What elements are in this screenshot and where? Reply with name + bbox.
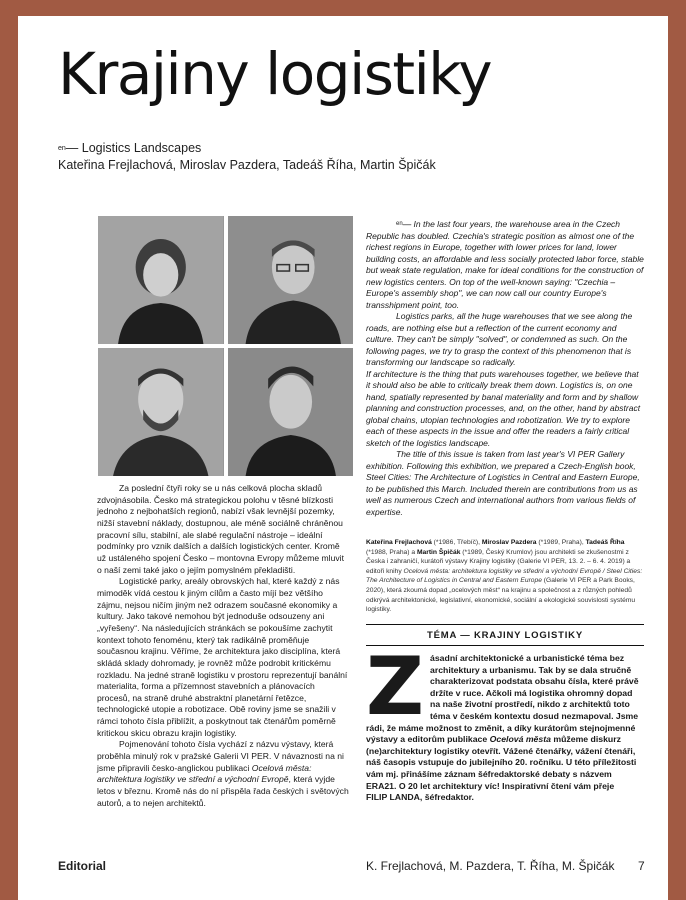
bio-book-title: Ocelová města: architektura logistiky ve střední a východní Evropě / Steel Cities: The Architecture of Logistics in Central and Eastern Europe — [366, 567, 643, 585]
bio-name-4: Martin Špičák — [416, 548, 461, 556]
bio-text-4: (*1989, Český Krumlov) jsou architekti se zkušenostmi z Česka i zahraničí, kurátoři výstavy Krajiny logistiky (Galerie VI PER, 13. 2. – 6. 4. 2019) a editoři knihy — [366, 548, 631, 575]
page-title: Krajiny logistiky — [58, 40, 492, 108]
portrait-man-beard — [98, 348, 224, 476]
english-text — [366, 219, 644, 518]
english-paragraph-2: Logistics parks, all the huge warehouses that we see along the roads, are nothing else but a reflection of the current economy and culture. They can't be simply "solved", or condemned as such. On the following pages, we try to grasp the context of this phenomenon that is transforming our landscape so radically. — [366, 311, 633, 367]
drop-cap: Z — [366, 640, 425, 733]
czech-p3-book-title: Ocelová města: architektura logistiky ve střední a východní Evropě — [97, 762, 312, 785]
bio-name-3: Tadeáš Říha — [585, 539, 625, 546]
page-number: 7 — [638, 859, 645, 873]
editorial-box — [366, 624, 644, 804]
author-photos — [98, 216, 353, 476]
czech-p3-text: Pojmenování tohoto čísla vychází z názvu výstavy, která proběhla minulý rok v pražské Galerii VI PER. V návaznosti na ni jsme připravili česko-anglickou publikaci — [97, 739, 344, 773]
lang-tag-en: en — [396, 221, 403, 227]
bio-text-3: (*1988, Praha) a — [366, 548, 417, 556]
editorial-heading: TÉMA — KRAJINY LOGISTIKY — [366, 625, 644, 646]
czech-paragraph-1: Za poslední čtyři roky se u nás celková plocha skladů zdvojnásobila. Česko má strategickou polohu v těsné blízkosti jednoho z nejbohatších regionů, nabízí však levnější pozemky, nižší stavební náklady, dostupnou, ale méně sociálně chráněnou pracovní sílu, stabilní, ale slabé regulační nástroje – ideální podmínky pro vznik dalších a dalších logistických center. Kromě už ustáleného spojení Česko – montovna Evropy můžeme mluvit o naší zemi také jako o jejím pomyslném překladišti. — [97, 483, 344, 575]
bio-text-2: (*1989, Praha), — [536, 539, 586, 546]
bio-name-2: Miroslav Pazdera — [481, 539, 537, 546]
english-title: — Logistics Landscapes — [65, 141, 202, 155]
editorial-book-title: Ocelová města — [489, 734, 551, 745]
english-paragraph-1: — In the last four years, the warehouse area in the Czech Republic has doubled. Czechia's strategic position as almost one of the richest regions in Europe, together with lower prices for land, lower building costs, an affordable and less socially protected labor force, stable but weak state regulation, make for ideal conditions for the construction of new logistics centers. On top of the well-known saying: "Czechia – Europe's assembly shop", we can now call our country Europe's transshipment point, too. — [366, 219, 644, 310]
author-bios — [366, 538, 644, 615]
portrait-man-young — [228, 348, 354, 476]
bio-text-5: (Galerie VI PER a Park Books, 2020), která zkoumá dopad „ocelových měst“ na krajinu a společnost a z různých pohledů odkrývá architektonické, legislativní, ekonomické, sociální a ekologické souvislosti systému logistiky. — [366, 577, 636, 614]
footer-authors: K. Frejlachová, M. Pazdera, T. Říha, M. Špičák — [366, 859, 615, 873]
czech-paragraph-2: Logistické parky, areály obrovských hal, které každý z nás mimoděk vídá cestou k jiným cílům a často míjí bez většího zájmu, nejsou ničím jiným než odrazem současné ekonomiky a kultury. Jako takové nemohou být jednoduše odsouzeny ani „vyřešeny“. Na následujících stránkách se pokoušíme zachytit kontext tohoto fenoménu, který tak radikálně proměňuje současnou krajinu. Věříme, že architektura jako disciplína, která skládá sklady dohromady, je rovněž může podrobit kritickému rozkladu. Na jedné straně logistiku v prostoru reprezentují banální materialita, forma a přízemnost stavebních a plánovacích procesů, na straně druhé abstraktní planetární řetězce, technologické utopie a robotizace. Obě roviny jsme se snažili v rámci tohoto čísla přiblížit, a poskytnout tak čtenářům poměrně kritickou skicu obrazu krajin logistiky. — [97, 576, 348, 738]
english-paragraph-3: If architecture is the thing that puts warehouses together, we believe that it should also be able to critically break them down. Logistics is, on one hand, spatially represented by banal materiality and form and by shallow planning and construction processes, and, on the other, hand by abstract global chains, utopian technologies and robotization. We try to explore each of these aspects in the issue and offer the readers a fairly critical sketch of the logistics landscape. — [366, 368, 641, 448]
portrait-woman — [98, 216, 224, 344]
subtitle — [58, 140, 436, 174]
editorial-signature: FILIP LANDA, šéfredaktor. — [366, 792, 474, 803]
authors-line: Kateřina Frejlachová, Miroslav Pazdera, Tadeáš Říha, Martin Špičák — [58, 158, 436, 172]
editorial-text-part-1: ásadní architektonické a urbanistické téma bez architektury a urbanismu. Tak by se dala stručně charakterizovat podstata obsahu čísla, které právě držíte v ruce. Ačkoli má logistika ohromný dopad na naše životní prostředí, nikdo z architektů toto téma v českém kontextu dosud nezmapoval. Jsme rádi, že máme možnost to změnit, a díky kurátorům stejnojmenné výstavy a editorům publikace — [366, 653, 639, 745]
bio-name-1: Kateřina Frejlachová — [366, 539, 432, 546]
czech-p3-text-end: , která vyjde letos v březnu. Kromě nás do ní přispěla řada českých i světových autorů, a to nejen architektů. — [97, 774, 349, 808]
bio-text-1: (*1986, Třebíč), — [431, 539, 482, 546]
editorial-text — [366, 640, 644, 804]
english-paragraph-4: The title of this issue is taken from last year's VI PER Gallery exhibition. Following this exhibition, we prepared a Czech-English book, Steel Cities: The Architecture of Logistics in Central and Eastern Europe, to be published this March. Included therein are contributions from us as well as numerous Czech and international authors from various fields of expertise. — [366, 449, 640, 517]
magazine-page — [18, 16, 668, 900]
portrait-man-glasses — [228, 216, 354, 344]
lang-tag: en — [58, 145, 66, 152]
czech-text — [97, 483, 349, 809]
footer-section: Editorial — [58, 859, 107, 873]
editorial-text-part-2: můžeme diskurz (ne)architektury logistiky otevřít. Vážené čtenářky, vážení čtenáři, náš časopis vstupuje do jubilejního 20. ročníku. U této příležitosti vám mj. přinášíme záznam šéfredaktorské debaty s názvem ERA21. O 20 let architektury víc! Inspirativní čtení vám přeje — [366, 734, 637, 791]
czech-paragraph-3 — [97, 739, 349, 809]
